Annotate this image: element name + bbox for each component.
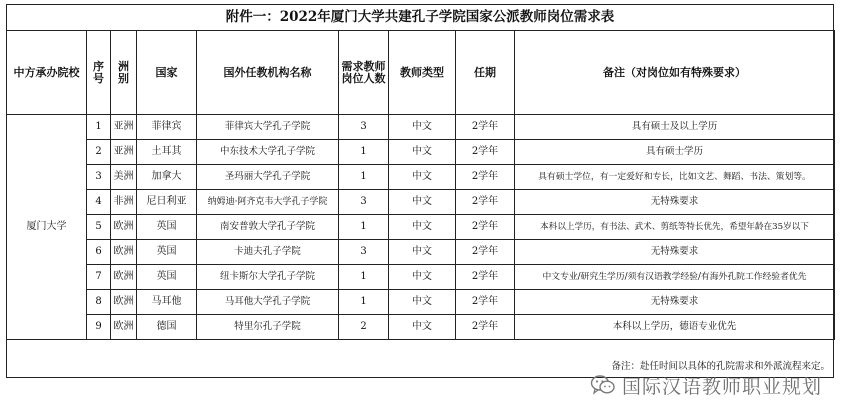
table-row xyxy=(7,265,835,290)
header-term: 任期 xyxy=(456,31,515,115)
watermark xyxy=(590,371,822,399)
cell-count: 3 xyxy=(339,115,389,140)
header-count: 需求教师岗位人数 xyxy=(339,31,389,115)
cell-remarks: 中文专业/研究生学历/须有汉语教学经验/有海外孔院工作经验者优先 xyxy=(515,265,835,290)
cell-type: 中文 xyxy=(389,290,456,315)
cell-type: 中文 xyxy=(389,115,456,140)
table-row xyxy=(7,140,835,165)
cell-type: 中文 xyxy=(389,165,456,190)
cell-count: 3 xyxy=(339,240,389,265)
cell-org: 特里尔孔子学院 xyxy=(197,315,339,340)
institution-cell: 厦门大学 xyxy=(7,115,87,340)
cell-term: 2学年 xyxy=(456,290,515,315)
cell-remarks: 本科以上学历，有书法、武术、剪纸等特长优先，希望年龄在35岁以下 xyxy=(515,215,835,240)
cell-term: 2学年 xyxy=(456,165,515,190)
header-org: 国外任教机构名称 xyxy=(197,31,339,115)
cell-country: 加拿大 xyxy=(137,165,197,190)
header-institution: 中方承办院校 xyxy=(7,31,87,115)
cell-continent: 亚洲 xyxy=(111,140,137,165)
table-row xyxy=(7,240,835,265)
cell-count: 1 xyxy=(339,215,389,240)
cell-term: 2学年 xyxy=(456,240,515,265)
header-continent: 洲别 xyxy=(111,31,137,115)
cell-term: 2学年 xyxy=(456,315,515,340)
cell-remarks: 具有硕士及以上学历 xyxy=(515,115,835,140)
header-country: 国家 xyxy=(137,31,197,115)
cell-remarks: 具有硕士学位，有一定爱好和专长，比如文艺、舞蹈、书法、策划等。 xyxy=(515,165,835,190)
requirements-table xyxy=(6,30,835,340)
cell-continent: 欧洲 xyxy=(111,265,137,290)
table-row xyxy=(7,215,835,240)
cell-remarks: 无特殊要求 xyxy=(515,290,835,315)
cell-count: 1 xyxy=(339,165,389,190)
cell-org: 中东技术大学孔子学院 xyxy=(197,140,339,165)
header-remarks: 备注（对岗位如有特殊要求） xyxy=(515,31,835,115)
cell-type: 中文 xyxy=(389,140,456,165)
footnote: 备注：赴任时间以具体的孔院需求和外派流程来定。 xyxy=(611,361,830,372)
cell-country: 马耳他 xyxy=(137,290,197,315)
cell-org: 圣玛丽大学孔子学院 xyxy=(197,165,339,190)
cell-org: 菲律宾大学孔子学院 xyxy=(197,115,339,140)
cell-seq: 4 xyxy=(87,190,111,215)
cell-country: 德国 xyxy=(137,315,197,340)
cell-type: 中文 xyxy=(389,315,456,340)
cell-country: 菲律宾 xyxy=(137,115,197,140)
table-row xyxy=(7,190,835,215)
cell-continent: 欧洲 xyxy=(111,290,137,315)
cell-seq: 5 xyxy=(87,215,111,240)
cell-type: 中文 xyxy=(389,190,456,215)
cell-term: 2学年 xyxy=(456,140,515,165)
cell-type: 中文 xyxy=(389,265,456,290)
cell-count: 3 xyxy=(339,190,389,215)
cell-country: 土耳其 xyxy=(137,140,197,165)
wechat-icon xyxy=(590,374,616,396)
table-row xyxy=(7,315,835,340)
cell-country: 英国 xyxy=(137,215,197,240)
cell-remarks: 无特殊要求 xyxy=(515,240,835,265)
cell-seq: 3 xyxy=(87,165,111,190)
cell-remarks: 具有硕士学历 xyxy=(515,140,835,165)
table-row xyxy=(7,115,835,140)
cell-remarks: 本科以上学历，德语专业优先 xyxy=(515,315,835,340)
table-header-row xyxy=(7,31,835,115)
cell-term: 2学年 xyxy=(456,190,515,215)
cell-org: 马耳他大学孔子学院 xyxy=(197,290,339,315)
watermark-text: 国际汉语教师职业规划 xyxy=(622,375,823,398)
cell-continent: 欧洲 xyxy=(111,315,137,340)
cell-count: 1 xyxy=(339,290,389,315)
cell-continent: 欧洲 xyxy=(111,215,137,240)
cell-org: 纳姆迪·阿齐克韦大学孔子学院 xyxy=(197,190,339,215)
cell-continent: 美洲 xyxy=(111,165,137,190)
header-type: 教师类型 xyxy=(389,31,456,115)
cell-org: 纽卡斯尔大学孔子学院 xyxy=(197,265,339,290)
cell-count: 2 xyxy=(339,315,389,340)
document-title: 附件一：2022年厦门大学共建孔子学院国家公派教师岗位需求表 xyxy=(6,4,834,31)
cell-seq: 9 xyxy=(87,315,111,340)
cell-remarks: 无特殊要求 xyxy=(515,190,835,215)
cell-seq: 1 xyxy=(87,115,111,140)
cell-org: 南安普敦大学孔子学院 xyxy=(197,215,339,240)
cell-term: 2学年 xyxy=(456,215,515,240)
cell-count: 1 xyxy=(339,265,389,290)
cell-country: 英国 xyxy=(137,265,197,290)
cell-term: 2学年 xyxy=(456,265,515,290)
cell-count: 1 xyxy=(339,140,389,165)
cell-seq: 8 xyxy=(87,290,111,315)
cell-type: 中文 xyxy=(389,240,456,265)
cell-seq: 2 xyxy=(87,140,111,165)
cell-country: 尼日利亚 xyxy=(137,190,197,215)
cell-continent: 亚洲 xyxy=(111,115,137,140)
cell-org: 卡迪夫孔子学院 xyxy=(197,240,339,265)
cell-continent: 欧洲 xyxy=(111,240,137,265)
cell-country: 英国 xyxy=(137,240,197,265)
cell-seq: 7 xyxy=(87,265,111,290)
cell-type: 中文 xyxy=(389,215,456,240)
table-row xyxy=(7,165,835,190)
table-row xyxy=(7,290,835,315)
header-seq: 序号 xyxy=(87,31,111,115)
cell-term: 2学年 xyxy=(456,115,515,140)
cell-seq: 6 xyxy=(87,240,111,265)
cell-continent: 非洲 xyxy=(111,190,137,215)
